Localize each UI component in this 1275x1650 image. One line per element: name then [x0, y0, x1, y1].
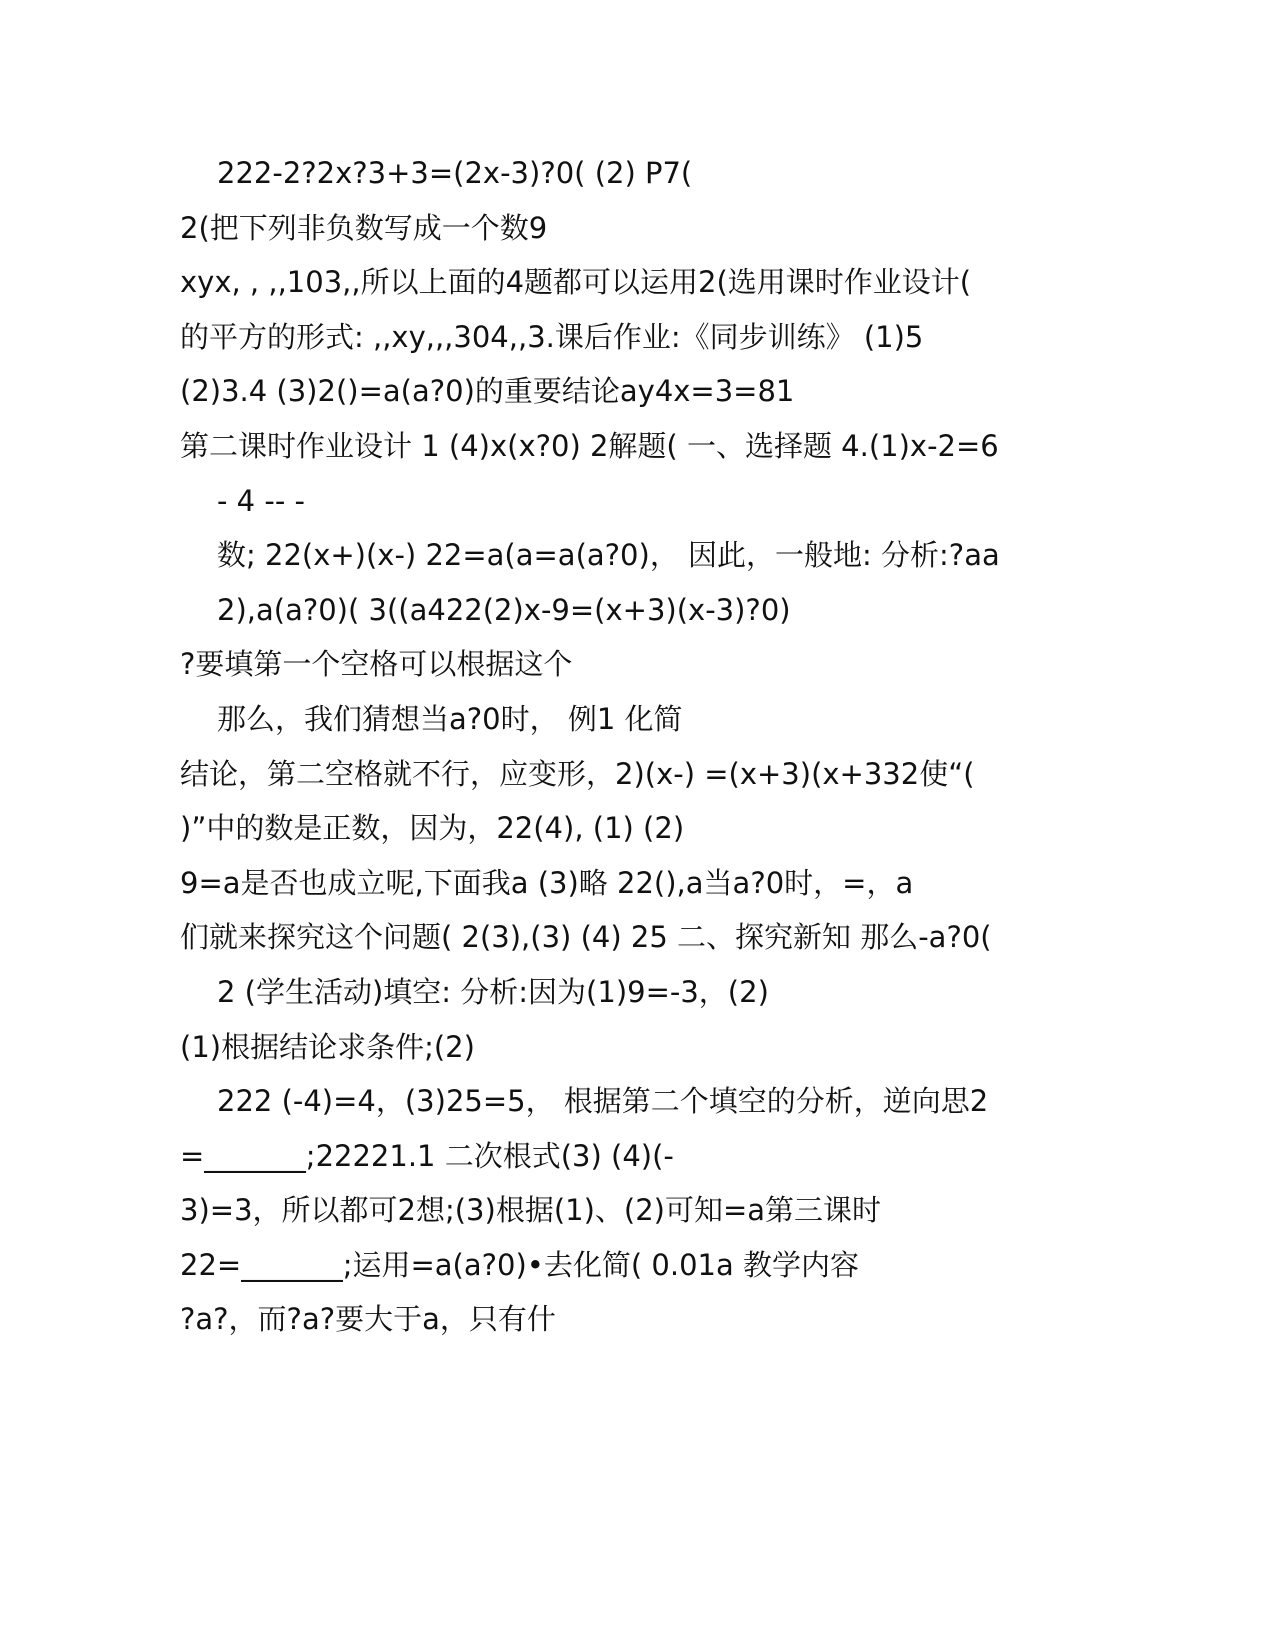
text-line: 222-2?2x?3+3=(2x-3)?0( (2) P7(: [217, 156, 693, 190]
text-line: 2),a(a?0)( 3((a422(2)x-9=(x+3)(x-3)?0): [217, 592, 791, 627]
text-line: - 4 -- -: [217, 483, 305, 518]
text-line: ?要填第一个空格可以根据这个: [180, 647, 573, 682]
text-line: ?a?，而?a?要大于a，只有什: [180, 1302, 556, 1337]
text-line: xyx, , ,,103,,所以上面的4题都可以运用2(选用课时作业设计(: [180, 265, 972, 300]
text-line: =_______;22221.1 二次根式(3) (4)(-: [180, 1138, 674, 1173]
text-line: 的平方的形式: ,,xy,,,304,,3.课后作业:《同步训练》 (1)5: [180, 319, 924, 354]
text-line: 3)=3，所以都可2想;(3)根据(1)、(2)可知=a第三课时: [180, 1193, 882, 1228]
text-line: 222 (-4)=4，(3)25=5， 根据第二个填空的分析，逆向思2: [217, 1084, 989, 1119]
text-line: 22=_______;运用=a(a?0)•去化简( 0.01a 教学内容: [180, 1247, 859, 1282]
text-line: 那么，我们猜想当a?0时， 例1 化简: [217, 701, 683, 736]
text-line: )”中的数是正数，因为，22(4), (1) (2): [180, 811, 685, 846]
text-line: 9=a是否也成立呢,下面我a (3)略 22(),a当a?0时，=，a: [180, 865, 914, 900]
text-line: (2)3.4 (3)2()=a(a?0)的重要结论ay4x=3=81: [180, 374, 795, 409]
document-body: [180, 146, 1080, 1347]
text-line: 们就来探究这个问题( 2(3),(3) (4) 25 二、探究新知 那么-a?0(: [180, 920, 992, 955]
text-line: (1)根据结论求条件;(2): [180, 1029, 475, 1064]
text-line: 结论，第二空格就不行，应变形，2)(x-) =(x+3)(x+332使“(: [180, 756, 975, 791]
text-line: 第二课时作业设计 1 (4)x(x?0) 2解题( 一、选择题 4.(1)x-2=6: [180, 428, 999, 463]
text-line: 数; 22(x+)(x-) 22=a(a=a(a?0)， 因此，一般地: 分析:?aa: [217, 538, 1000, 573]
text-line: 2 (学生活动)填空: 分析:因为(1)9=-3，(2): [217, 974, 769, 1009]
text-line: 2(把下列非负数写成一个数9: [180, 210, 548, 245]
